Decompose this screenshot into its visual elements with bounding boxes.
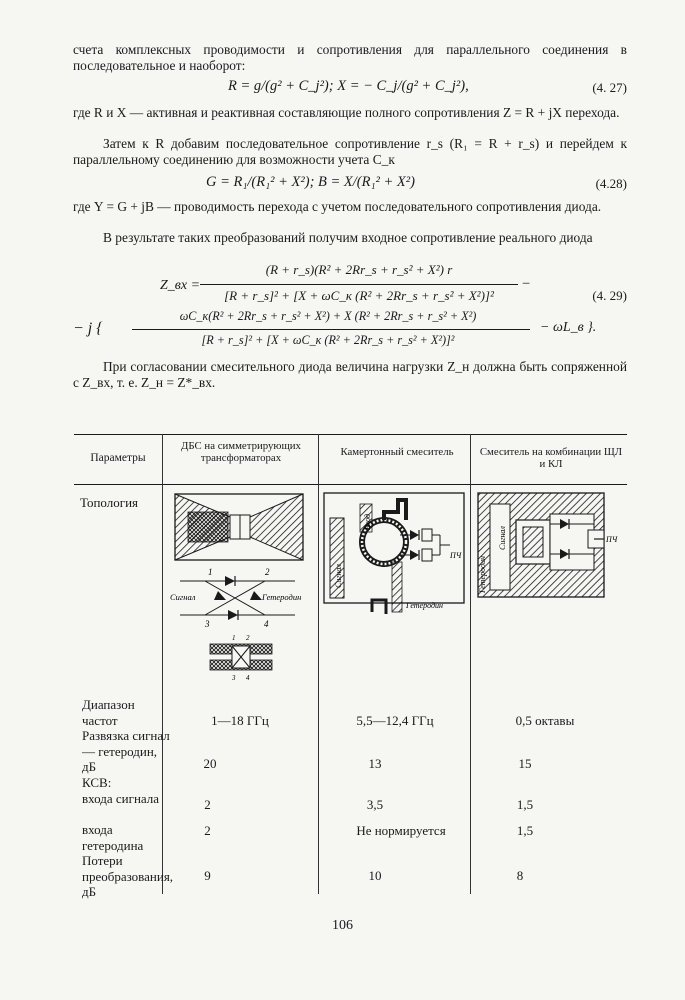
paragraph-3: Затем к R добавим последовательное сопротивление r_s (R₁ = R + r_s) и перейдем к параллельному соединению для возможности учета C_к xyxy=(73,136,627,167)
heterodyne-label-2: Гетеродин xyxy=(406,601,443,610)
topology-label: Топология xyxy=(80,495,139,510)
if-label-2: ПЧ xyxy=(606,535,618,544)
value-freq-combo: 0,5 октавы xyxy=(515,713,575,728)
value-isolation-dbs: 20 xyxy=(203,756,217,771)
value-isolation-combo: 15 xyxy=(518,756,532,771)
value-loss-combo: 8 xyxy=(516,868,524,883)
value-vswr-signal-dbs: 2 xyxy=(204,797,211,812)
heterodyne-label: Гетеродин xyxy=(262,592,302,602)
diode-ring-schematic xyxy=(170,567,301,629)
value-loss-fork: 10 xyxy=(368,868,382,883)
table-header-rule xyxy=(74,484,627,485)
table-col-divider-2 xyxy=(318,434,319,894)
combo-mixer-topology-diagram xyxy=(476,490,622,602)
input-label: Вход xyxy=(363,513,372,530)
param-conversion-loss: Потери преобразования, дБ xyxy=(82,853,174,899)
table-header-dbs: ДБС на симметрирующих трансформаторах xyxy=(181,440,301,464)
svg-text:2: 2 xyxy=(246,634,250,642)
equation-4-29-lhs: Z_вх = xyxy=(160,278,201,293)
param-vswr-heterodyne: входа гетеродина xyxy=(82,822,144,853)
value-freq-dbs: 1—18 ГГц xyxy=(211,713,269,728)
equation-4-28-number: (4.28) xyxy=(595,176,627,191)
node-3-label: 3 xyxy=(205,619,210,629)
equation-4-28: G = R₁/(R₁² + X²); B = X/(R₁² + X²) xyxy=(206,174,415,190)
value-vswr-het-combo: 1,5 xyxy=(516,823,534,838)
table-header-combo-mixer: Смеситель на комбинации ЩЛ и КЛ xyxy=(479,446,623,470)
equation-4-29-denominator-2: [R + r_s]² + [X + ωC_к (R² + 2Rr_s + r_s² + X²)]² xyxy=(201,333,455,347)
svg-text:4: 4 xyxy=(246,674,250,682)
value-freq-fork: 5,5—12,4 ГГц xyxy=(356,713,434,728)
node-1-label: 1 xyxy=(208,567,213,577)
diode-icon xyxy=(410,530,419,540)
value-vswr-signal-fork: 3,5 xyxy=(366,797,384,812)
value-vswr-signal-combo: 1,5 xyxy=(516,797,534,812)
fraction-line-1 xyxy=(200,284,518,285)
table-top-rule xyxy=(74,434,627,435)
svg-text:3: 3 xyxy=(232,674,236,682)
value-vswr-het-fork: Не нормируется xyxy=(356,823,446,838)
page-number: 106 xyxy=(332,918,353,933)
paragraph-6: При согласовании смесительного диода величина нагрузки Z_н должна быть сопряженной с Z_вх, т. е. Z_н = Z*_вх. xyxy=(73,359,627,390)
fraction-line-2 xyxy=(132,329,530,330)
paragraph-2: где R и X — активная и реактивная составляющие полного сопротивления Z = R + jX перехода. xyxy=(73,105,620,120)
table-header-tuning-fork: Камертонный смеситель xyxy=(340,446,454,458)
signal-label-3: Сигнал xyxy=(498,526,507,550)
equation-4-29-numerator-2: ωC_к(R² + 2Rr_s + r_s² + X²) + X (R² + 2Rr_s + r_s² + X²) xyxy=(179,309,477,323)
equation-4-29-numerator-1: (R + r_s)(R² + 2Rr_s + r_s² + X²) r xyxy=(265,262,453,277)
node-4-label: 4 xyxy=(264,619,269,629)
tuning-fork-topology-diagram xyxy=(322,490,467,615)
table-col-divider-1 xyxy=(162,434,163,894)
value-loss-dbs: 9 xyxy=(204,868,211,883)
param-vswr: КСВ: xyxy=(82,775,112,790)
equation-4-27-number: (4. 27) xyxy=(592,80,627,95)
param-vswr-signal: входа сигнала xyxy=(82,791,160,806)
diode-mount-detail xyxy=(210,634,272,682)
equation-4-29-prefix: − j { xyxy=(73,320,103,337)
param-isolation: Развязка сигнал — гетеродин, дБ xyxy=(82,728,170,774)
paragraph-1: счета комплексных проводимости и сопротивления для параллельного соединения в последовательное и наоборот: xyxy=(73,42,627,73)
table-header-params: Параметры xyxy=(90,452,146,464)
diode-icon xyxy=(225,576,235,586)
param-frequency-range: Диапазон частот xyxy=(82,697,135,728)
equation-4-29-suffix: − ωL_в }. xyxy=(540,320,597,335)
svg-text:1: 1 xyxy=(232,634,236,642)
dbs-topology-diagram xyxy=(170,490,312,685)
value-vswr-het-dbs: 2 xyxy=(204,823,211,838)
equation-4-27: R = g/(g² + C_j²); X = − C_j/(g² + C_j²), xyxy=(228,78,469,94)
paragraph-5: В результате таких преобразований получим входное сопротивление реального диода xyxy=(103,230,593,245)
if-label: ПЧ xyxy=(450,551,462,560)
paragraph-4: где Y = G + jB — проводимость перехода с учетом последовательного сопротивления диода. xyxy=(73,199,602,214)
heterodyne-label-3: Гетеродин xyxy=(478,556,487,593)
signal-label-2: Сигнал xyxy=(334,564,343,588)
signal-label: Сигнал xyxy=(170,592,196,602)
equation-4-29-minus: − xyxy=(522,276,531,292)
equation-4-29-number: (4. 29) xyxy=(592,288,627,303)
equation-4-29-denominator-1: [R + r_s]² + [X + ωC_к (R² + 2Rr_s + r_s² + X²)]² xyxy=(224,288,494,303)
value-isolation-fork: 13 xyxy=(368,756,382,771)
node-2-label: 2 xyxy=(265,567,270,577)
